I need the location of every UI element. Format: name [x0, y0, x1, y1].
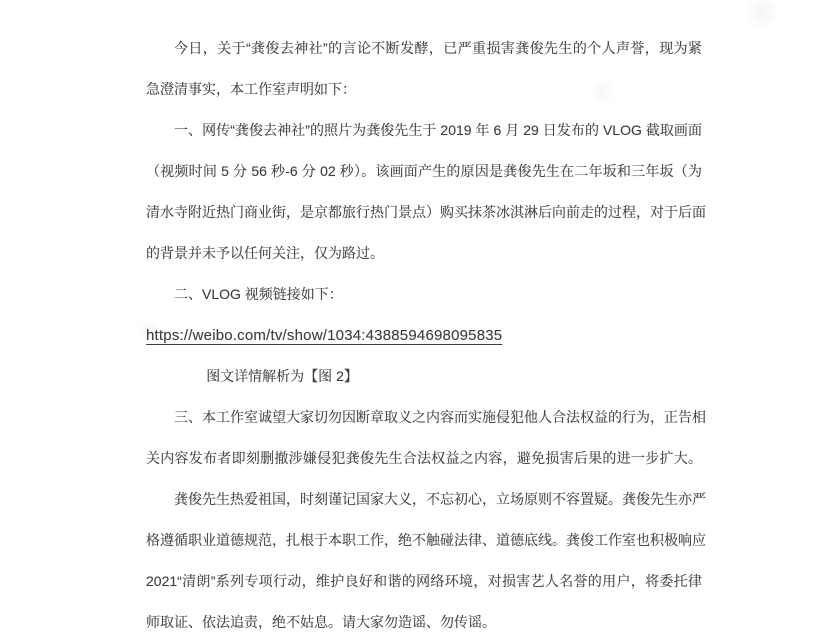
- statement-paragraph-item1: [146, 110, 706, 274]
- statement-line: 清水寺附近热门商业街，是京都旅行热门景点）购买抹茶冰淇淋后向前走的过程，对于后面: [146, 204, 706, 220]
- statement-line: 图文详情解析为【图 2】: [206, 368, 358, 384]
- statement-line: [146, 315, 702, 356]
- statement-line: 三、本工作室诚望大家切勿因断章取义之内容而实施侵犯他人合法权益的行为，正告相: [174, 409, 706, 425]
- statement-line: 2021“清朗”系列专项行动，维护良好和谐的网络环境，对损害艺人名誉的用户，将委托律: [146, 573, 702, 589]
- weibo-video-link[interactable]: https://weibo.com/tv/show/1034:4388594698095835: [146, 327, 503, 344]
- statement-line: 的背景并未予以任何关注，仅为路过。: [146, 245, 384, 261]
- statement-line: 急澄清事实，本工作室声明如下：: [146, 81, 356, 97]
- statement-line: 龚俊先生热爱祖国，时刻谨记国家大义，不忘初心，立场原则不容置疑。龚俊先生亦严: [174, 491, 706, 507]
- statement-line: 格遵循职业道德规范，扎根于本职工作，绝不触碰法律、道德底线。龚俊工作室也积极响应: [146, 532, 706, 548]
- statement-line: 今日，关于“龚俊去神社”的言论不断发酵，已严重损害龚俊先生的个人声誉，现为紧: [174, 40, 702, 56]
- statement-paragraph-figure-note: [146, 356, 702, 397]
- statement-line: 师取证、依法追责，绝不姑息。请大家勿造谣、勿传谣。: [146, 614, 496, 630]
- statement-paragraph-intro: [146, 28, 702, 110]
- statement-document: [146, 28, 706, 643]
- statement-line: 关内容发布者即刻删撤涉嫌侵犯龚俊先生合法权益之内容，避免损害后果的进一步扩大。: [146, 450, 702, 466]
- statement-line: 一、网传“龚俊去神社”的照片为龚俊先生于 2019 年 6 月 29 日发布的 VLOG 截取画面: [174, 122, 702, 138]
- statement-paragraph-item3: [146, 397, 706, 479]
- statement-paragraph-link: [146, 315, 702, 356]
- statement-paragraph-item2: [146, 274, 702, 315]
- statement-line: 二、VLOG 视频链接如下：: [174, 286, 343, 302]
- statement-paragraph-closing: [146, 479, 706, 643]
- statement-line: （视频时间 5 分 56 秒-6 分 02 秒）。该画面产生的原因是龚俊先生在二年坂和三年坂（为: [146, 163, 702, 179]
